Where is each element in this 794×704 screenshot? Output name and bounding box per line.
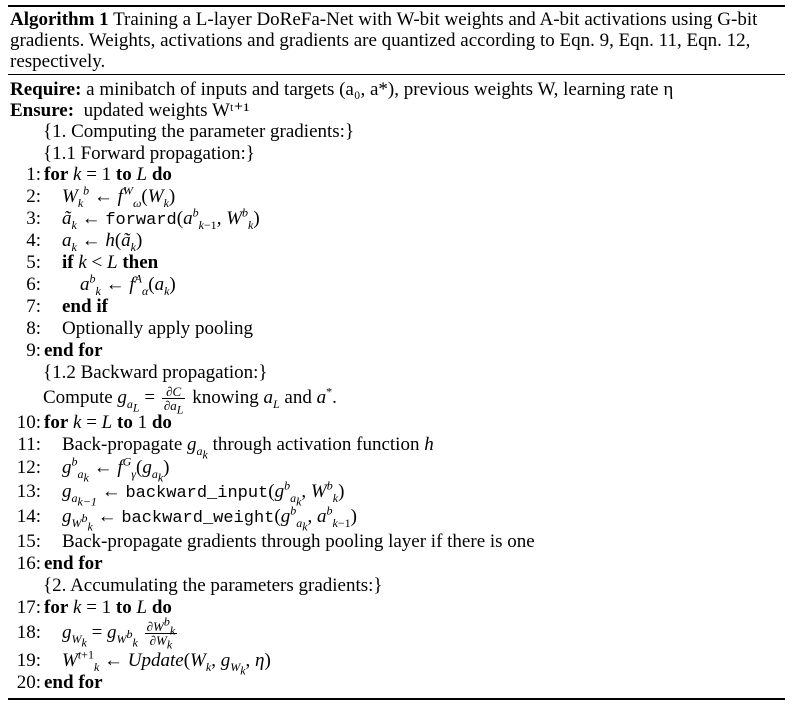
step-text: end for (44, 553, 103, 574)
ensure-text: updated weights Wᵗ⁺¹ (83, 100, 250, 121)
step-text: $W^{t+1}_k$ ← $Update(W_k$, $g_{W_k}$, η) (62, 647, 271, 678)
step-text: $ã_k$ ← $forward(a^b_{k-1}$, $W^b_k$) (62, 205, 260, 232)
require-keyword: Require: (10, 79, 82, 100)
step-number: 8: (26, 318, 41, 339)
step-text: Optionally apply pooling (62, 318, 254, 339)
require-text: a minibatch of inputs and targets (a₀, a*), previous weights W, learning rate η (86, 79, 674, 100)
step-number: 14: (16, 506, 41, 527)
step-number: 5: (26, 252, 41, 273)
comment-text: {2. Accumulating the parameters gradients:} (43, 575, 383, 596)
step-number: 6: (26, 274, 41, 295)
step-text: if k < L then (62, 252, 159, 273)
step-number: 15: (16, 531, 41, 552)
bottom-rule (8, 698, 785, 700)
step-number: 12: (16, 457, 41, 478)
partial-fraction: $\frac{\partial W^b_k}{\partial W_k}$ (146, 614, 176, 652)
step-number: 20: (16, 672, 41, 693)
comment-text: {1.2 Backward propagation:} (43, 362, 268, 383)
step-text: end if (62, 296, 108, 317)
algorithm-caption-text: Training a L-layer DoReFa-Net with W-bit weights and A-bit activations using G-bit gradients. Weights, activations and gradients are quantized according to Eqn. 9, Eqn. 11, Eqn. 12, respectively. (10, 9, 758, 72)
step-text: end for (44, 340, 103, 361)
step-number: 17: (16, 597, 41, 618)
algorithm-caption (10, 9, 780, 72)
step-number: 2: (26, 186, 41, 207)
step-number: 4: (26, 230, 41, 251)
step-number: 13: (16, 481, 41, 502)
step-text: $g_{W^b_k}$ ← $backward\_weight(g^b_{a_k}$, $a^b_{k-1}$) (62, 503, 357, 534)
algorithm-label: Algorithm 1 (10, 9, 109, 30)
step-text: $g^b_{a_k}$ ← $f^G_\gamma(g_{a_k})$ (62, 454, 170, 485)
step-number: 11: (17, 434, 41, 455)
step-text: $g_{a_{k-1}}$ ← $backward\_input(g^b_{a_k}$, $W^b_k$) (62, 478, 345, 509)
step-text: $a^b_k$ ← $f^A_\alpha(a_k)$ (80, 271, 176, 298)
step-number: 16: (16, 553, 41, 574)
step-text: $g_{W_k} = g_{W^b_k}$ $\frac{\partial W^b_k}{\partial W_k}$ (62, 614, 176, 652)
step-number: 7: (26, 296, 41, 317)
step-number: 10: (16, 412, 41, 433)
step-text: Back-propagate $g_{a_k}$ through activation function h (62, 434, 434, 462)
step-text: for k = 1 to L do (44, 164, 172, 185)
step-text: for k = L to 1 do (44, 412, 172, 433)
step-number: 18: (16, 622, 41, 643)
step-text: for k = 1 to L do (44, 597, 172, 618)
compute-text: Compute $g_{a_L}$ = $\frac{\partial C}{\partial a_L}$ knowing $a_L$ and a*. (43, 384, 337, 417)
step-text: $W_k^b$ ← $f^W_\omega(W_k)$ (62, 183, 176, 210)
step-number: 3: (26, 208, 41, 229)
comment-text: {1.1 Forward propagation:} (43, 143, 255, 164)
step-number: 19: (16, 650, 41, 671)
step-text: Back-propagate gradients through pooling layer if there is one (62, 531, 535, 552)
partial-fraction: $\frac{\partial C}{\partial a_L}$ (163, 384, 184, 417)
step-number: 1: (26, 164, 41, 185)
top-rule (8, 5, 785, 7)
step-number: 9: (26, 340, 41, 361)
comment-text: {1. Computing the parameter gradients:} (43, 121, 355, 142)
caption-rule (8, 74, 785, 75)
step-text: $a_k$ ← $h(ã_k)$ (62, 230, 143, 254)
step-text: end for (44, 672, 103, 693)
ensure-keyword: Ensure: (10, 100, 75, 121)
